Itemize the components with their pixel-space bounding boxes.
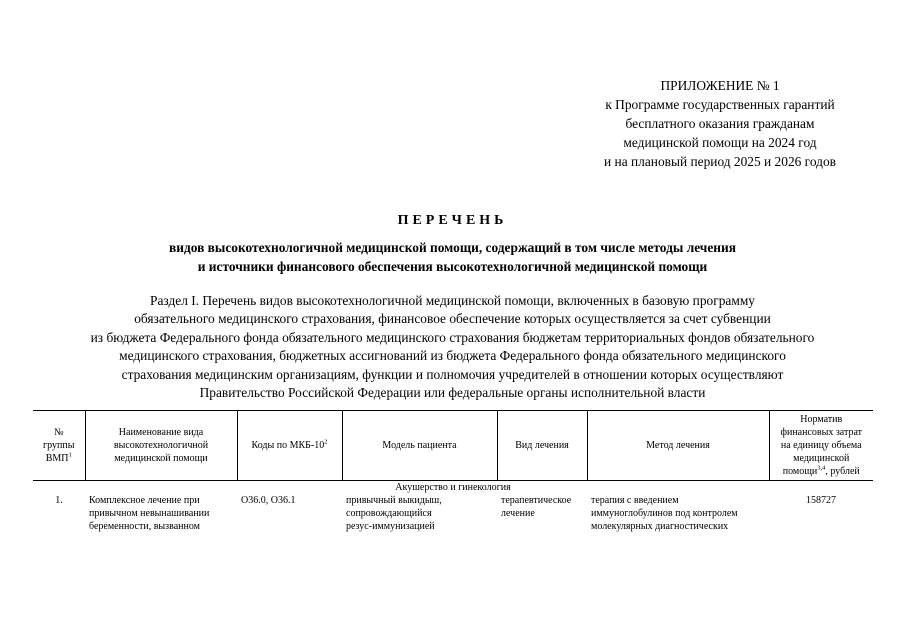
header-model: Модель пациента — [342, 411, 497, 481]
subtitle-line: видов высокотехнологичной медицинской помощи, содержащий в том числе методы лечения — [169, 240, 736, 255]
appendix-line: к Программе государственных гарантий — [605, 97, 835, 112]
header-name: Наименование вида высокотехнологичной медицинской помощи — [85, 411, 237, 481]
header-method: Метод лечения — [587, 411, 769, 481]
row-codes: O36.0, O36.1 — [241, 495, 296, 506]
row-norm: 158727 — [806, 495, 836, 506]
document-title: ПЕРЕЧЕНЬ — [397, 213, 508, 228]
subtitle-line: и источники финансового обеспечения высокотехнологичной медицинской помощи — [197, 259, 708, 274]
table-row — [33, 494, 873, 533]
row-name: Комплексное лечение при привычном невынашивании беременности, вызванном — [89, 495, 210, 532]
section-line: обязательного медицинского страхования, финансовое обеспечение которых осуществляется за счет субвенции — [134, 311, 771, 327]
header-codes: Коды по МКБ-$10^2$ — [237, 411, 342, 481]
appendix-line: медицинской помощи на 2024 год — [623, 135, 817, 150]
appendix-line: и на плановый период 2025 и 2026 годов — [604, 154, 836, 169]
row-method: терапия с введением иммуноглобулинов под контролем молекулярных диагностических — [591, 495, 738, 532]
section-line: Правительство Российской Федерации или федеральные органы исполнительной власти — [199, 385, 706, 401]
section-line: из бюджета Федерального фонда обязательного медицинского страхования бюджетам территориальных фондов обязательного — [90, 329, 815, 345]
header-type: Вид лечения — [497, 411, 587, 481]
table-header-row — [33, 411, 873, 481]
row-type: терапевтическое лечение — [501, 495, 572, 519]
document-subtitle — [0, 238, 905, 276]
section-line: медицинского страхования, бюджетных ассигнований из бюджета Федерального фонда обязательного медицинского — [119, 348, 786, 364]
vmp-table — [33, 410, 873, 533]
appendix-block — [560, 76, 880, 171]
header-norm: Норматив финансовых затрат на единицу объема медицинской помощи$^{3,4}$, рублей — [769, 411, 873, 481]
section-heading — [20, 292, 885, 402]
appendix-line: бесплатного оказания гражданам — [625, 116, 815, 131]
section-line: Раздел I. Перечень видов высокотехнологичной медицинской помощи, включенных в базовую программу — [150, 293, 755, 308]
row-model: привычный выкидыш, сопровождающийся резус-иммунизацией — [346, 495, 442, 532]
row-number: 1. — [55, 495, 63, 506]
appendix-title: ПРИЛОЖЕНИЕ № 1 — [660, 78, 780, 93]
category-label: Акушерство и гинекология — [395, 482, 511, 493]
section-line: страхования медицинским организациям, функции и полномочия учредителей в отношении которых осуществляют — [121, 366, 784, 382]
category-row — [33, 481, 873, 495]
header-group-number: № группы ВМП$^1$ — [33, 411, 85, 481]
